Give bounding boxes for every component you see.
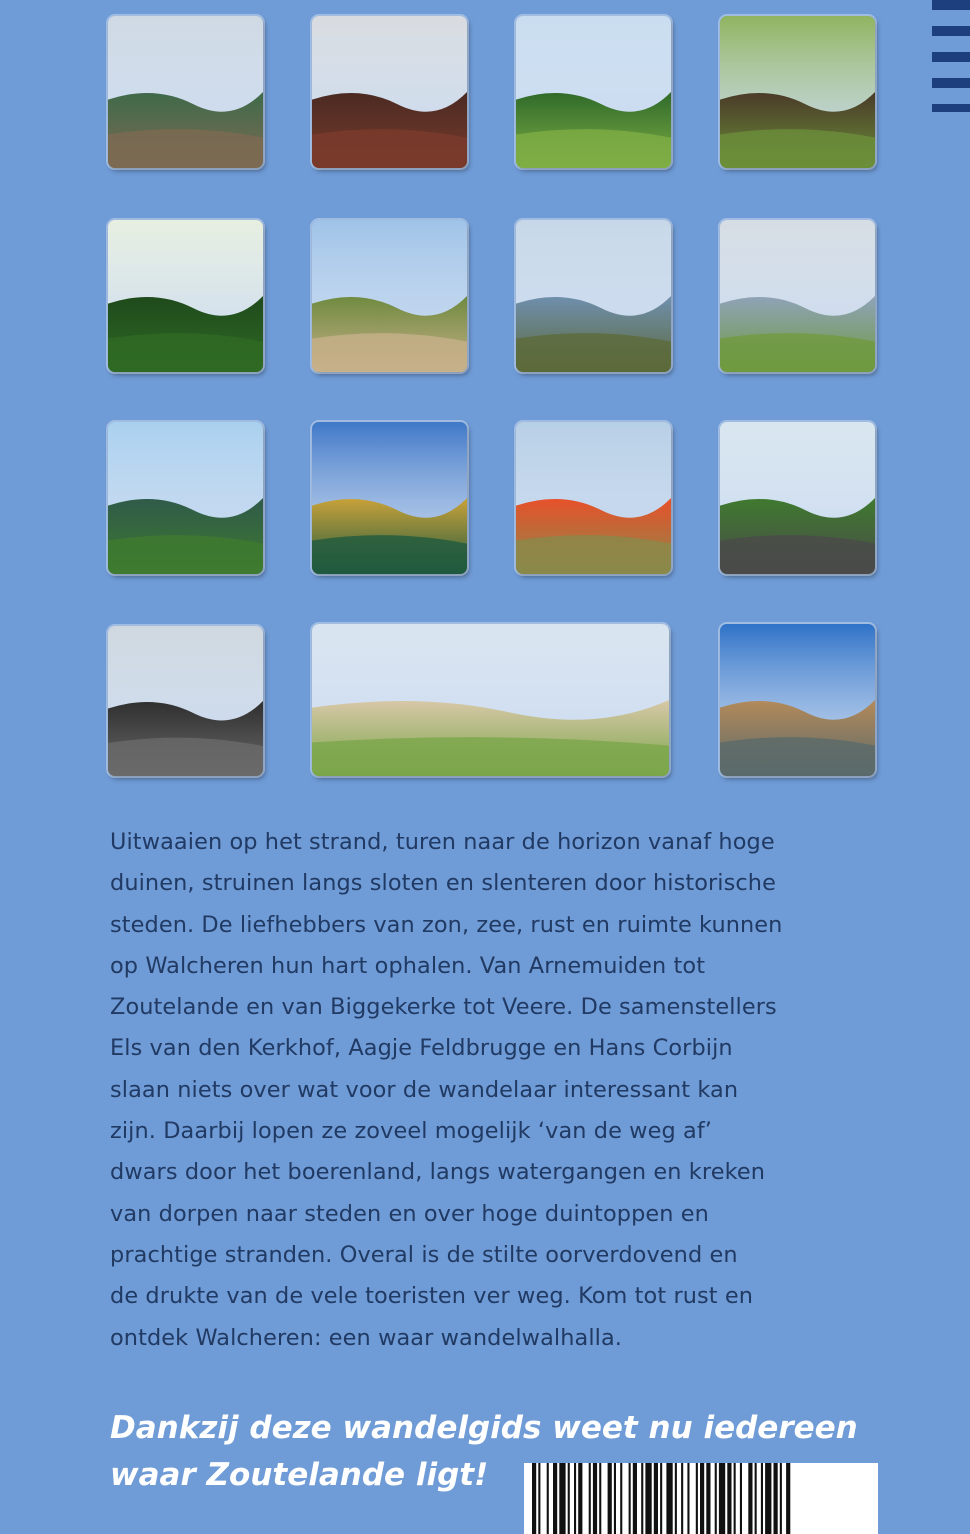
photo-kitesurf-dunes	[516, 422, 671, 574]
barcode-bar	[593, 1463, 597, 1534]
barcode-bar	[547, 1463, 549, 1534]
barcode-bar	[748, 1463, 752, 1534]
barcode-bar	[761, 1463, 763, 1534]
barcode-bar	[696, 1463, 698, 1534]
blurb-line: ontdek Walcheren: een waar wandelwalhalla.	[110, 1324, 623, 1351]
barcode-bar	[727, 1463, 731, 1534]
blurb-line: prachtige stranden. Overal is de stilte oorverdovend en	[110, 1241, 738, 1268]
barcode-bar	[599, 1463, 601, 1534]
barcode-bar	[608, 1463, 612, 1534]
blurb-line: Zoutelande en van Biggekerke tot Veere. De samenstellers	[110, 994, 777, 1021]
photo-godwit-bird	[720, 16, 875, 168]
photo-harbour-town-hall	[108, 16, 263, 168]
barcode-bar	[786, 1463, 790, 1534]
tagline-line: waar Zoutelande ligt!	[110, 1457, 489, 1493]
blurb-line: de drukte van de vele toeristen ver weg. Kom tot rust en	[110, 1283, 754, 1310]
barcode-bar	[755, 1463, 757, 1534]
blurb-line: Uitwaaien op het strand, turen naar de horizon vanaf hoge	[110, 829, 775, 855]
barcode-bar	[765, 1463, 771, 1534]
barcode-bar	[553, 1463, 557, 1534]
blurb-text	[110, 822, 890, 1359]
blurb-line: duinen, struinen langs sloten en slenteren door historische	[110, 870, 776, 897]
photo-brick-alley	[312, 16, 467, 168]
barcode-bar	[620, 1463, 622, 1534]
barcode-bar	[559, 1463, 565, 1534]
photo-dune-path-walkers	[312, 220, 467, 372]
barcode-bar	[641, 1463, 643, 1534]
photo-harbour-skyline	[720, 624, 875, 776]
blurb-line: van dorpen naar steden en over hoge duintoppen en	[110, 1200, 709, 1227]
barcode-bar	[719, 1463, 725, 1534]
barcode-bar	[568, 1463, 570, 1534]
barcode-bar	[614, 1463, 616, 1534]
barcode-bar	[633, 1463, 637, 1534]
barcode-bar	[660, 1463, 662, 1534]
photo-creek-visitors	[720, 220, 875, 372]
blurb-line: Els van den Kerkhof, Aagje Feldbrugge en Hans Corbijn	[110, 1035, 733, 1062]
blurb-line: slaan niets over wat voor de wandelaar interessant kan	[110, 1076, 739, 1103]
barcode-bar	[780, 1463, 782, 1534]
barcode-bar	[715, 1463, 717, 1534]
barcode-bar	[532, 1463, 536, 1534]
photo-beach-ripples	[108, 626, 263, 776]
photo-sea-dike	[516, 220, 671, 372]
blurb-line: op Walcheren hun hart ophalen. Van Arnemuiden tot	[110, 952, 706, 979]
photo-sheep-meadow	[516, 16, 671, 168]
barcode-bar	[654, 1463, 658, 1534]
barcode-bar	[578, 1463, 582, 1534]
photo-fishing-boat	[312, 422, 467, 574]
blurb-line: steden. De liefhebbers van zon, zee, rust en ruimte kunnen	[110, 911, 783, 938]
photo-forest-pond	[108, 220, 263, 372]
photo-town-terrace	[720, 422, 875, 574]
barcode-bar	[774, 1463, 778, 1534]
barcode-bar	[574, 1463, 576, 1534]
barcode-bar	[645, 1463, 651, 1534]
barcode-bar	[734, 1463, 736, 1534]
barcode-bar	[675, 1463, 677, 1534]
tagline-line: Dankzij deze wandelgids weet nu iedereen	[110, 1410, 858, 1446]
barcode-bar	[538, 1463, 540, 1534]
barcode-bar	[589, 1463, 591, 1534]
barcode-bar	[629, 1463, 631, 1534]
photo-zoutelande-boulevard	[312, 624, 669, 776]
blurb-line: zijn. Daarbij lopen ze zoveel mogelijk ‘van de weg af’	[110, 1118, 713, 1145]
barcode-bar	[740, 1463, 742, 1534]
barcode-bar	[666, 1463, 672, 1534]
barcode-bar	[706, 1463, 710, 1534]
barcode	[524, 1463, 878, 1534]
photo-horses-water	[108, 422, 263, 574]
barcode-bar	[700, 1463, 704, 1534]
barcode-bar	[687, 1463, 689, 1534]
barcode-bar	[681, 1463, 683, 1534]
blurb-line: dwars door het boerenland, langs watergangen en kreken	[110, 1159, 766, 1186]
